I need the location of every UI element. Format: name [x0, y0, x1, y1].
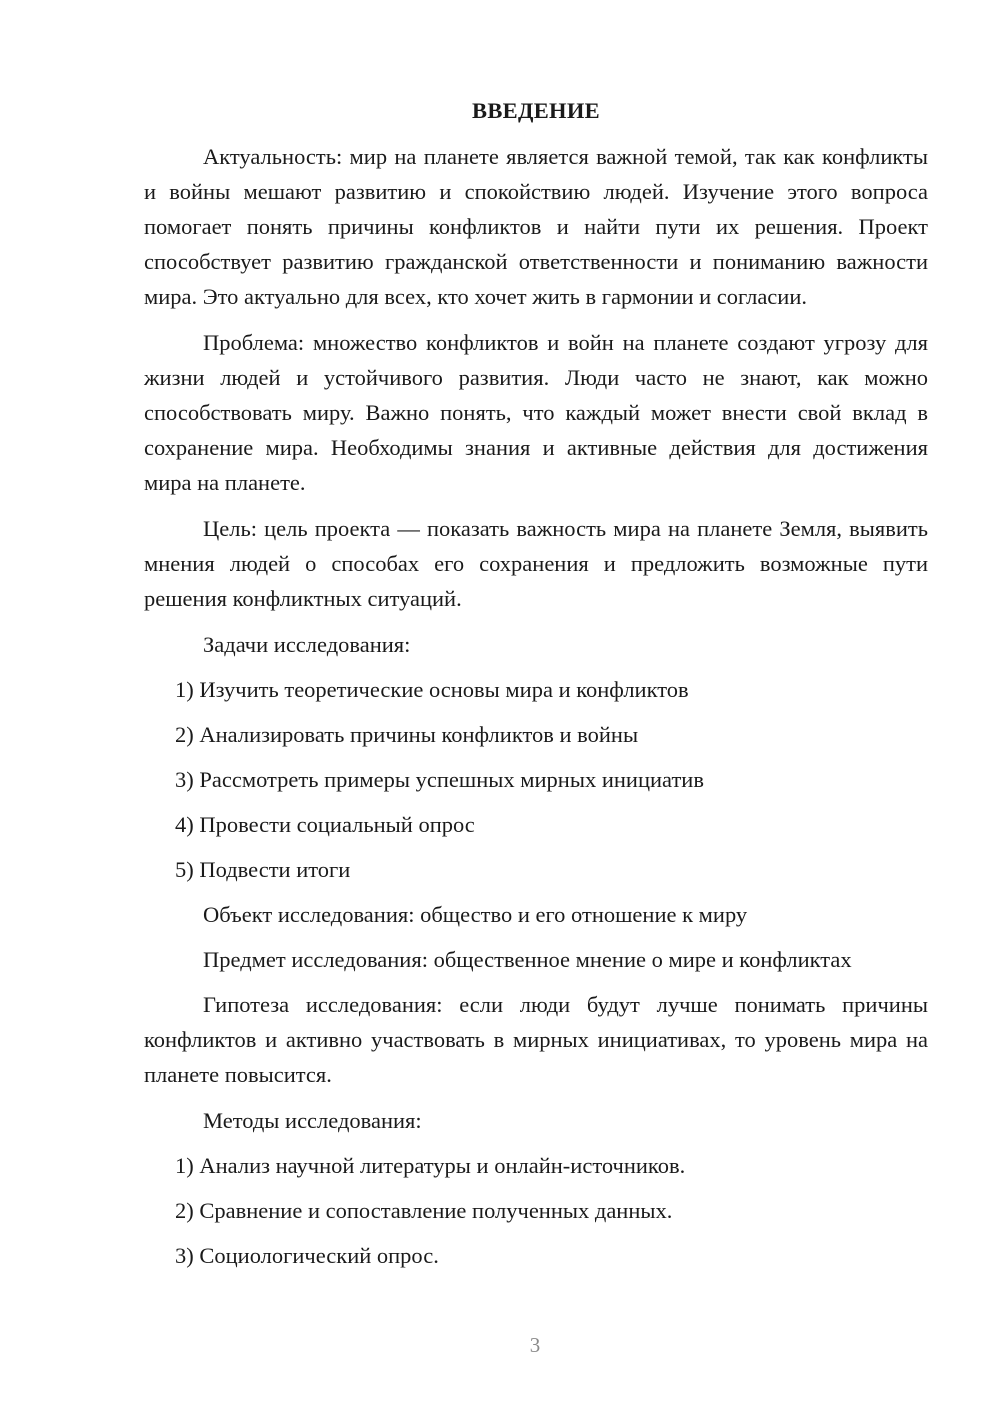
list-item: 4) Провести социальный опрос	[175, 812, 475, 837]
list-item: 3) Рассмотреть примеры успешных мирных инициатив	[175, 767, 704, 792]
list-item: 3) Социологический опрос.	[175, 1243, 439, 1268]
list-item: 1) Изучить теоретические основы мира и конфликтов	[175, 677, 689, 702]
tasks-heading: Задачи исследования:	[203, 632, 411, 657]
page-number: 3	[529, 1333, 541, 1357]
list-item: 2) Сравнение и сопоставление полученных данных.	[175, 1198, 673, 1223]
list-item: 5) Подвести итоги	[175, 857, 351, 882]
methods-list	[144, 1148, 928, 1273]
problem-paragraph: Проблема: множество конфликтов и войн на планете создают угрозу для жизни людей и устойчивого развития. Люди часто не знают, как можно способствовать миру. Важно понять, что каждый может внести свой вклад в сохранение мира. Необходимы знания и активные действия для достижения мира на планете.	[144, 330, 928, 495]
page-content	[144, 96, 928, 1283]
methods-heading: Методы исследования:	[203, 1108, 422, 1133]
subject-paragraph: Предмет исследования: общественное мнение о мире и конфликтах	[203, 947, 852, 972]
relevance-paragraph: Актуальность: мир на планете является важной темой, так как конфликты и войны мешают развитию и спокойствию людей. Изучение этого вопроса помогает понять причины конфликтов и найти пути их решения. Проект способствует развитию гражданской ответственности и пониманию важности мира. Это актуально для всех, кто хочет жить в гармонии и согласии.	[144, 144, 928, 309]
list-item: 1) Анализ научной литературы и онлайн-источников.	[175, 1153, 686, 1178]
tasks-list	[144, 672, 928, 887]
list-item: 2) Анализировать причины конфликтов и войны	[175, 722, 639, 747]
goal-paragraph: Цель: цель проекта — показать важность мира на планете Земля, выявить мнения людей о способах его сохранения и предложить возможные пути решения конфликтных ситуаций.	[144, 516, 928, 611]
hypothesis-paragraph: Гипотеза исследования: если люди будут лучше понимать причины конфликтов и активно участвовать в мирных инициативах, то уровень мира на планете повысится.	[144, 992, 928, 1087]
object-paragraph: Объект исследования: общество и его отношение к миру	[203, 902, 748, 927]
page-title: ВВЕДЕНИЕ	[472, 98, 600, 123]
